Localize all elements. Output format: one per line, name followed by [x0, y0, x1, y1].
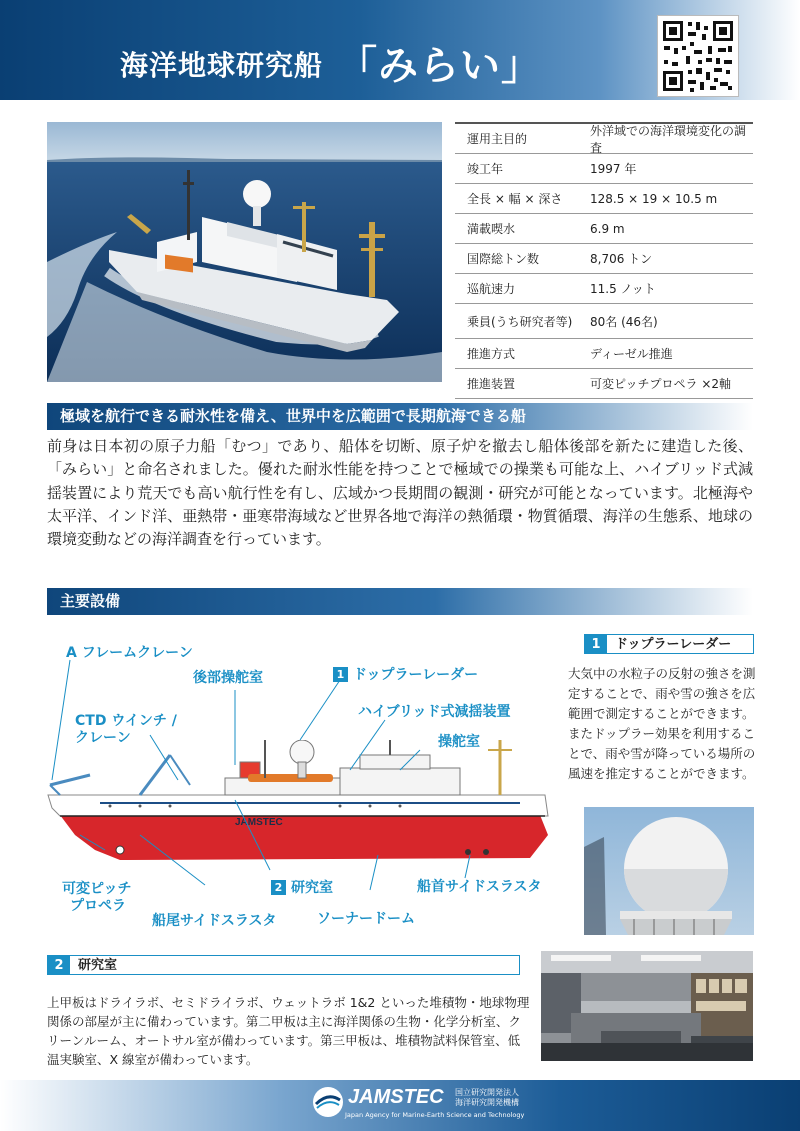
spec-row — [455, 274, 753, 304]
spec-row — [455, 214, 753, 244]
label-bridge: 操舵室 — [438, 734, 480, 750]
lab-label-text: 研究室 — [291, 880, 333, 896]
spec-row — [455, 154, 753, 184]
spec-value: 8,706 トン — [590, 252, 653, 266]
spec-row — [455, 184, 753, 214]
doppler-label-text: ドップラーレーダー — [353, 667, 479, 683]
lab-number: 2 — [271, 880, 286, 895]
label-hybrid-stabilizer: ハイブリッド式減揺装置 — [358, 704, 511, 720]
doppler-box-header — [584, 634, 754, 654]
lab-box-title: 研究室 — [78, 958, 118, 973]
ship-name: 「みらい」 — [337, 43, 543, 89]
spec-label: 乗員(うち研究者等) — [467, 314, 573, 329]
doppler-box-title: ドップラーレーダー — [615, 637, 732, 652]
spec-value: 128.5 × 19 × 10.5 m — [590, 191, 718, 206]
spec-label: 竣工年 — [467, 162, 504, 176]
jamstec-logo-icon — [312, 1086, 344, 1118]
spec-value: 外洋域での海洋環境変化の調査 — [590, 123, 747, 155]
qr-code-icon[interactable] — [657, 15, 739, 97]
spec-label: 推進方式 — [467, 347, 516, 361]
ship-photo — [47, 122, 442, 382]
doppler-box-number: 1 — [585, 635, 607, 653]
label-laboratory — [271, 877, 333, 897]
spec-value: 可変ピッチプロペラ ×2軸 — [590, 377, 732, 391]
label-stern-thruster: 船尾サイドスラスタ — [152, 913, 277, 929]
footer-logo-text: JAMSTEC — [348, 1086, 444, 1108]
spec-label: 運用主目的 — [467, 132, 528, 146]
intro-paragraph: 前身は日本初の原子力船「むつ」であり、船体を切断、原子炉を撤去し船体後部を新たに建造した後、「みらい」と命名されました。優れた耐氷性能を持つことで極域での操業も可能な上、ハイブリッド式減揺装置により荒天でも高い航行性を有し、広域かつ長期間の観測・研究が可能となっています。北極海や太平洋、インド洋、亜熱帯・亜寒帯海域など世界各地で海洋の熱循環・物質循環、海洋の生態系、地球の環境変動などの海洋調査を行っています。 — [47, 437, 753, 549]
spec-row — [455, 124, 753, 154]
label-a-frame-crane: A フレームクレーン — [66, 645, 193, 661]
spec-row — [455, 244, 753, 274]
label-cpp-propeller: プロペラ — [70, 898, 126, 914]
section-heading-2: 主要設備 — [47, 588, 753, 615]
lab-box-header — [47, 955, 520, 975]
doppler-description: 大気中の水粒子の反射の強さを測定することで、雨や雪の強さを広範囲で測定することができます。またドップラー効果を利用することで、雨や雪が降っている場所の風速を推定することができます。 — [568, 666, 756, 781]
title-text: 海洋地球研究船 — [120, 49, 324, 82]
spec-label: 巡航速力 — [467, 282, 516, 296]
spec-value: 6.9 m — [590, 221, 625, 236]
spec-value: 80名 (46名) — [590, 314, 658, 329]
spec-label: 全長 × 幅 × 深さ — [467, 192, 563, 206]
spec-row — [455, 339, 753, 369]
lab-box-number: 2 — [48, 956, 70, 974]
spec-label: 国際総トン数 — [467, 252, 540, 266]
spec-label: 推進装置 — [467, 377, 516, 391]
spec-value: ディーゼル推進 — [590, 347, 673, 361]
spec-value: 11.5 ノット — [590, 282, 656, 296]
doppler-radar-photo — [584, 807, 754, 935]
spec-row — [455, 369, 753, 399]
label-aft-bridge: 後部操舵室 — [193, 670, 263, 686]
label-doppler-radar — [333, 664, 478, 684]
laboratory-photo — [541, 951, 753, 1061]
label-ctd-winch: CTD ウインチ / — [75, 713, 177, 729]
spec-row — [455, 304, 753, 339]
spec-label: 満載喫水 — [467, 222, 516, 236]
footer-org-en: Japan Agency for Marine-Earth Science and Technology — [345, 1111, 525, 1119]
label-cpp: 可変ピッチ — [62, 881, 132, 897]
footer-org-jp-1: 国立研究開発法人 — [455, 1088, 519, 1097]
spec-table — [455, 122, 753, 399]
spec-value: 1997 年 — [590, 162, 637, 176]
label-bow-thruster: 船首サイドスラスタ — [417, 879, 542, 895]
page-title — [120, 30, 542, 87]
label-sonar-dome: ソーナードーム — [317, 911, 415, 927]
label-crane: クレーン — [75, 730, 131, 746]
section-heading-1: 極域を航行できる耐氷性を備え、世界中を広範囲で長期航海できる船 — [47, 403, 753, 430]
doppler-number: 1 — [333, 667, 348, 682]
footer-org-jp — [455, 1088, 519, 1108]
footer-org-jp-2: 海洋研究開発機構 — [455, 1098, 519, 1107]
hull-text: JAMSTEC — [235, 817, 283, 828]
lab-description: 上甲板はドライラボ、セミドライラボ、ウェットラボ 1&2 といった堆積物・地球物理関係の部屋が主に備わっています。第二甲板は主に海洋関係の生物・化学分析室、クリーンルーム、オートサル室が備わっています。第三甲板は、堆積物試料保管室、低温実験室、X 線室が備わっています。 — [47, 995, 530, 1067]
